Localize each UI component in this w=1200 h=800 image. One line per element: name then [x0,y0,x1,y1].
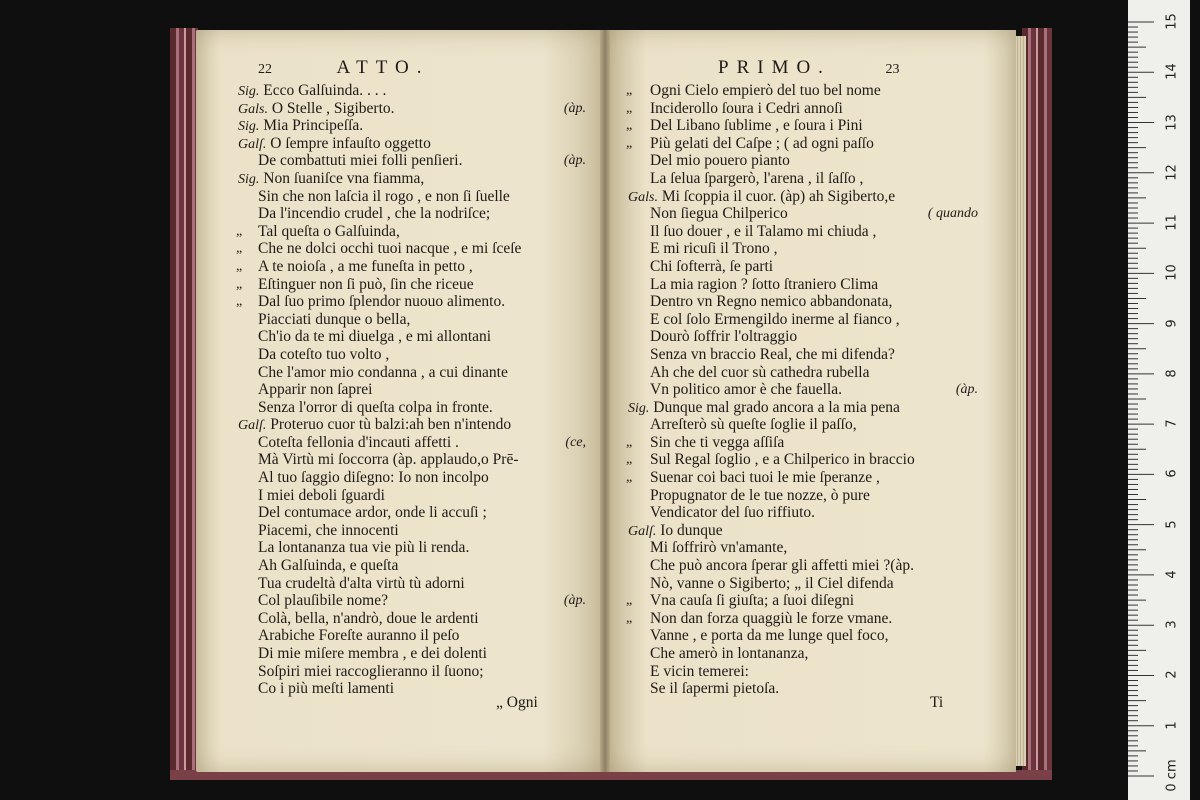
line-body [258,258,473,276]
text-line [238,627,588,645]
line-text: Da coteſto tuo volto , [258,345,390,363]
text-line [628,610,980,628]
line-text: Arreſterò sù queſte ſoglie il paſſo, [650,416,857,434]
line-text: Col plauſibile nome? [258,592,389,610]
line-text: Mà Virtù mi ſoccorra (àp. applaudo,o Prē- [258,451,519,469]
text-line [238,205,588,223]
line-text: Soſpiri miei raccoglieranno il ſuono; [258,662,484,680]
text-line [628,328,980,346]
text-line [628,100,980,118]
line-body [238,416,511,435]
text-line [628,557,980,575]
line-text: Sin che non laſcia il rogo , e non ſi ſuelle [258,187,510,205]
quotation-mark: „ [626,434,633,450]
stage-direction-note: (àp. [955,382,978,398]
book-gutter [600,30,610,772]
speaker-label: Sig. [628,400,650,416]
quotation-mark: „ [236,276,243,292]
line-body [628,522,723,541]
line-body [258,627,459,645]
ruler-number: 5 [1164,520,1180,529]
speaker-label: Galſ. [238,136,267,152]
line-body [238,135,431,154]
line-body [258,188,510,206]
line-body [650,276,878,294]
line-text: Sul Regal ſoglio , e a Chilperico in braccio [650,451,915,469]
text-line [628,117,980,135]
line-text: Non dan forza quaggiù le forze vmane. [650,609,893,627]
quotation-mark: „ [626,83,633,98]
speaker-label: Gals. [238,101,268,117]
line-text: O ſempre infauſto oggetto [270,134,431,152]
text-line [238,223,588,241]
left-catchword: „ Ogni [496,694,538,711]
ruler-number: 9 [1164,318,1180,328]
ruler-ticks [1128,0,1190,800]
line-text: Colà, bella, n'andrò, doue le ardenti [258,609,479,627]
line-body [258,592,388,610]
line-body [258,504,487,522]
line-body [258,152,462,170]
line-body [650,539,787,557]
text-line [238,293,588,311]
line-body [258,451,518,469]
line-body [258,557,398,575]
line-body [258,539,469,557]
line-text: Vna cauſa ſi giuſta; a ſuoi diſegni [650,592,855,610]
line-text: O Stelle , Sigiberto. [271,99,395,117]
line-body [258,663,484,681]
text-line [238,100,588,118]
line-text: Proteruo cuor tù balzi:ah ben n'intendo [270,416,512,434]
right-page-text [628,82,980,698]
quotation-mark: „ [236,241,243,257]
quotation-mark: „ [626,135,633,151]
quotation-mark: „ [626,610,633,626]
line-body [650,469,880,487]
line-text: Mia Principeſſa. [263,117,364,135]
text-line [628,522,980,540]
text-line [238,170,588,188]
text-line [628,416,980,434]
line-text: Vendicator del ſuo riffiuto. [650,504,816,522]
line-body [650,416,857,434]
line-body [258,575,465,593]
line-body [650,293,892,311]
text-line [238,188,588,206]
line-text: Eſtinguer non ſi può, ſin che riceue [258,275,474,293]
line-text: Inciderollo ſoura i Cedri annoſi [650,99,843,117]
text-line [628,223,980,241]
line-body [650,663,749,681]
quotation-mark: „ [626,593,633,609]
text-line [238,276,588,294]
stage-direction-note: (àp. [563,593,586,609]
stage-direction-note: (àp. [563,100,586,116]
text-line [238,539,588,557]
ruler-number: 10 [1164,264,1180,282]
quotation-mark: „ [236,258,243,274]
text-line [238,434,588,452]
ruler-number: 12 [1164,164,1180,181]
line-text: Ch'io da te mi diuelga , e mi allontani [258,328,492,346]
text-line [628,240,980,258]
line-text: La mia ragion ? ſotto ſtraniero Clima [650,275,879,293]
speaker-label: Galſ. [628,523,657,539]
line-body [650,592,854,610]
text-line [628,82,980,100]
line-text: Chi ſofterrà, ſe parti [650,257,774,275]
ruler-number: 0 cm [1164,759,1180,792]
line-body [650,117,863,135]
text-line [628,346,980,364]
text-line [238,416,588,434]
ruler-number: 14 [1164,63,1180,81]
line-body [258,522,399,540]
line-body [628,188,895,207]
line-text: Del contumace ardor, onde li accuſi ; [258,504,487,522]
stage-direction-note: ( quando [927,206,978,222]
text-line [628,592,980,610]
line-text: Che può ancora ſperar gli affetti miei ?(àp. [650,557,914,575]
line-body [258,223,400,241]
text-line [628,504,980,522]
speaker-label: Sig. [238,171,260,187]
line-body [238,82,386,101]
line-text: Ogni Cielo empierò del tuo bel nome [650,82,881,99]
line-body [258,276,474,294]
line-body [238,117,363,136]
line-text: Mi ſoffrirò vn'amante, [650,539,788,557]
line-body [258,346,389,364]
text-line [238,399,588,417]
text-line [238,346,588,364]
text-line [628,487,980,505]
line-text: Io dunque [660,521,723,539]
line-text: De combattuti miei folli penſieri. [258,152,463,170]
line-body [650,627,888,645]
line-body [650,82,881,100]
line-body [650,311,900,329]
line-text: Coteſta fellonia d'incauti affetti . [258,433,459,451]
line-body [650,170,863,188]
text-line [238,663,588,681]
speaker-label: Galſ. [238,418,267,434]
line-text: Dal ſuo primo ſplendor nuouo alimento. [258,293,506,311]
line-text: Dourò ſoffrir l'oltraggio [650,328,798,346]
line-body [650,364,869,382]
line-body [650,575,894,593]
line-body [650,328,797,346]
line-body [238,170,424,189]
text-line [628,135,980,153]
line-body [258,240,521,258]
text-line [238,240,588,258]
line-text: Di mie miſere membra , e dei dolenti [258,645,487,662]
line-body [650,240,777,258]
line-text: Che ne dolci occhi tuoi nacque , e mi ſceſe [258,240,522,258]
book-cover-right [1022,28,1052,780]
line-text: Del Libano ſublime , e ſoura i Pini [650,117,863,135]
text-line [238,328,588,346]
text-line [628,170,980,188]
line-text: Senza vn braccio Real, che mi difenda? [650,345,895,363]
line-text: Senza l'orror di queſta colpa in fronte. [258,398,493,416]
text-line [238,135,588,153]
line-text: Ah che del cuor sù cathedra rubella [650,363,870,381]
line-body [650,346,895,364]
line-body [650,610,892,628]
right-running-head: PRIMO. [718,57,831,78]
line-text: Vn politico amor è che fauella. [650,381,842,399]
line-body [650,205,788,223]
line-text: La lontananza tua vie più li renda. [258,539,470,557]
line-body [628,399,900,418]
ruler-number: 7 [1164,419,1180,428]
line-body [650,504,815,522]
ruler-number: 15 [1164,13,1180,30]
line-body [258,364,508,382]
line-body [258,680,394,698]
text-line [628,311,980,329]
left-page-header [258,57,429,79]
line-text: E col ſolo Ermengildo inerme al fianco , [650,310,900,328]
quotation-mark: „ [236,223,243,239]
text-line [238,487,588,505]
speaker-label: Sig. [238,84,260,99]
text-line [238,504,588,522]
line-body [650,100,843,118]
quotation-mark: „ [236,294,243,310]
text-line [628,434,980,452]
line-body [258,205,490,223]
line-text: E vicin temerei: [650,662,749,680]
line-text: Vanne , e porta da me lunge quel foco, [650,627,889,645]
line-text: Co i più meſti lamenti [258,680,395,698]
line-body [258,469,489,487]
line-body [650,451,915,469]
line-text: A te noioſa , a me funeſta in petto , [258,257,473,275]
line-body [258,645,487,663]
text-line [628,258,980,276]
line-body [258,399,493,417]
line-body [650,258,773,276]
stage-direction-note: (ce, [565,434,586,450]
text-line [238,258,588,276]
text-line [628,680,980,698]
text-line [628,627,980,645]
speaker-label: Gals. [628,189,658,205]
line-text: Ah Galſuinda, e queſta [258,557,399,575]
line-body [650,645,808,663]
line-body [650,381,842,399]
line-body [258,434,459,452]
line-text: La ſelua ſpargerò, l'arena , il ſaſſo , [650,169,864,187]
line-body [650,434,784,452]
text-line [628,399,980,417]
line-text: Se il ſapermi pietoſa. [650,680,780,698]
text-line [628,152,980,170]
text-line [628,205,980,223]
text-line [628,364,980,382]
quotation-mark: „ [626,470,633,486]
text-line [238,152,588,170]
ruler-number: 3 [1164,620,1180,629]
line-body [258,328,491,346]
left-running-head: ATTO. [336,57,430,78]
text-line [238,575,588,593]
line-text: Al tuo ſaggio diſegno: Io non incolpo [258,469,489,487]
line-text: Piacciati dunque o bella, [258,310,411,328]
text-line [628,539,980,557]
text-line [238,610,588,628]
text-line [628,645,980,663]
text-line [628,276,980,294]
text-line [238,469,588,487]
line-text: Più gelati del Caſpe ; ( ad ogni paſſo [650,134,874,152]
ruler-number: 1 [1164,721,1180,730]
line-text: Da l'incendio crudel , che la nodriſce; [258,205,491,223]
text-line [628,451,980,469]
line-text: Che l'amor mio condanna , a cui dinante [258,363,508,381]
text-line [238,557,588,575]
line-text: Apparir non ſaprei [258,381,373,399]
ruler-number: 2 [1164,670,1180,680]
line-text: Piacemi, che innocenti [258,521,399,539]
text-line [238,381,588,399]
line-body [650,557,914,575]
line-body [258,293,505,311]
line-body [258,381,373,399]
right-page-number: 23 [885,62,900,77]
line-text: E mi ricuſi il Trono , [650,240,778,258]
text-line [628,188,980,206]
book-cover-left [170,28,198,780]
line-text: I miei deboli ſguardi [258,486,385,504]
text-line [238,522,588,540]
line-text: Tua crudeltà d'alta virtù tù adorni [258,574,465,592]
line-text: Tal queſta o Galſuinda, [258,222,400,240]
ruler-number: 13 [1164,113,1180,131]
line-text: Dentro vn Regno nemico abbandonata, [650,293,893,311]
line-text: Nò, vanne o Sigiberto; „ il Ciel difenda [650,574,894,592]
line-body [650,223,876,241]
line-body [258,487,385,505]
line-body [650,135,874,153]
ruler-number: 4 [1164,570,1180,579]
text-line [628,381,980,399]
line-text: Ecco Galſuinda. . . . [263,82,387,99]
text-line [238,451,588,469]
line-text: Non ſuaniſce vna fiamma, [263,169,425,187]
line-text: Propugnator de le tue nozze, ò pure [650,486,870,504]
right-page-header [718,57,899,79]
text-line [628,293,980,311]
line-text: Il ſuo douer , e il Talamo mi chiuda , [650,222,877,240]
speaker-label: Sig. [238,119,260,135]
text-line [238,117,588,135]
text-line [238,645,588,663]
ruler-number: 8 [1164,369,1180,378]
quotation-mark: „ [626,452,633,468]
ruler-number: 11 [1164,214,1180,231]
quotation-mark: „ [626,100,633,116]
text-line [238,82,588,100]
right-catchword: Ti [930,694,944,711]
text-line [628,575,980,593]
line-text: Non ſiegua Chilperico [650,205,788,223]
line-body [238,100,395,119]
line-text: Suenar coi baci tuoi le mie ſperanze , [650,469,880,487]
line-body [650,152,790,170]
measuring-ruler [1128,0,1190,800]
line-body [258,610,479,628]
line-text: Che amerò in lontananza, [650,645,809,662]
line-body [650,487,870,505]
text-line [628,663,980,681]
line-text: Dunque mal grado ancora a la mia pena [653,398,900,416]
quotation-mark: „ [626,118,633,134]
line-text: Sin che ti vegga aſſiſa [650,433,785,451]
line-text: Arabiche Foreſte auranno il peſo [258,627,460,645]
text-line [628,469,980,487]
ruler-number: 6 [1164,469,1180,479]
line-body [650,680,779,698]
left-page-text [238,82,588,698]
line-text: Mi ſcoppia il cuor. (àp) ah Sigiberto,e [661,187,896,205]
left-page-number: 22 [258,62,272,77]
text-line [238,592,588,610]
line-body [258,311,410,329]
text-line [238,364,588,382]
line-text: Del mio pouero pianto [650,152,790,170]
stage-direction-note: (àp. [563,153,586,169]
text-line [238,311,588,329]
